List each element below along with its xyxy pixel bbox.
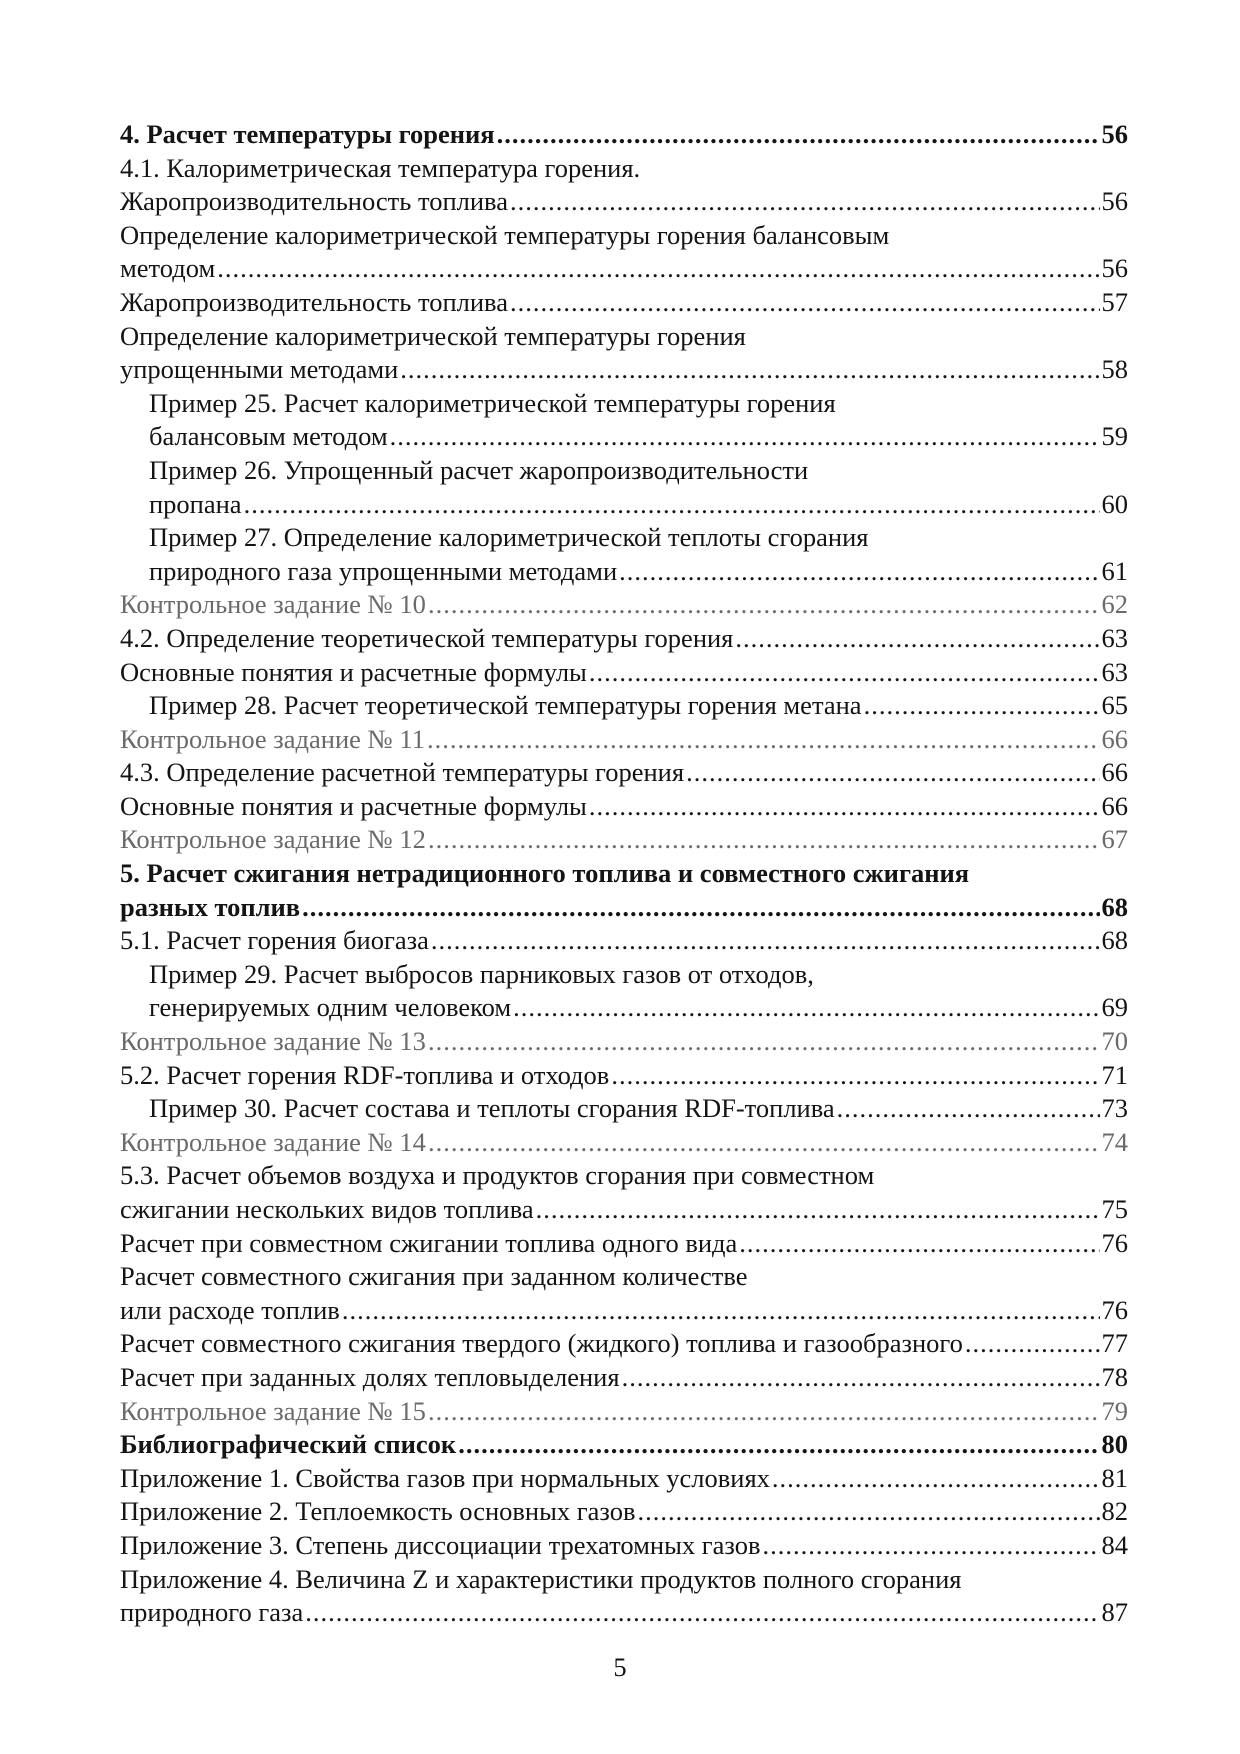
toc-entry-title: Пример 28. Расчет теоретической температуры горения метана <box>149 690 862 721</box>
toc-entry-page: 60 <box>1101 488 1128 519</box>
toc-entry <box>120 1395 1128 1429</box>
toc-entry-title: Библиографический список <box>120 1429 457 1460</box>
toc-entry <box>120 521 1128 555</box>
toc-entry <box>120 1462 1128 1496</box>
dot-leader <box>513 991 1099 1025</box>
toc-entry-title: Пример 29. Расчет выбросов парниковых газов от отходов, <box>149 958 814 989</box>
dot-leader <box>622 1361 1100 1395</box>
toc-entry-title: Контрольное задание № 10 <box>120 589 426 620</box>
toc-entry <box>120 353 1128 387</box>
toc-entry-title: Определение калориметрической температуры горения <box>120 320 746 351</box>
toc-entry-title: методом <box>120 253 216 284</box>
toc-entry-title: упрощенными методами <box>120 354 399 385</box>
toc-entry <box>120 1529 1128 1563</box>
toc-entry-title: Пример 27. Определение калориметрической теплоты сгорания <box>149 522 869 553</box>
toc-entry-page: 70 <box>1101 1026 1128 1057</box>
toc-entry-title: Приложение 3. Степень диссоциации трехатомных газов <box>120 1529 761 1560</box>
dot-leader <box>735 622 1099 656</box>
toc-entry <box>120 1092 1128 1126</box>
dot-leader <box>762 1529 1099 1563</box>
dot-leader <box>427 723 1100 757</box>
toc-entry-title: Приложение 4. Величина Z и характеристики продуктов полного сгорания <box>120 1563 962 1594</box>
toc-entry-title: 5. Расчет сжигания нетрадиционного топлива и совместного сжигания <box>120 858 970 889</box>
dot-leader <box>837 1092 1100 1126</box>
toc-entry <box>120 1563 1128 1597</box>
toc-entry <box>120 118 1128 152</box>
dot-leader <box>428 823 1100 857</box>
toc-entry-title: Пример 30. Расчет состава и теплоты сгорания RDF-топлива <box>149 1093 835 1124</box>
toc-entry-title: 5.3. Расчет объемов воздуха и продуктов сгорания при совместном <box>120 1160 875 1191</box>
dot-leader <box>510 185 1100 219</box>
toc-entry-title: 4.2. Определение теоретической температуры горения <box>120 622 734 653</box>
toc-entry <box>120 991 1128 1025</box>
dot-leader <box>390 420 1100 454</box>
toc-entry <box>120 588 1128 622</box>
toc-entry-title: природного газа <box>120 1597 304 1628</box>
dot-leader <box>428 588 1100 622</box>
toc-entry-page: 81 <box>1101 1462 1128 1493</box>
toc-entry <box>120 152 1128 186</box>
dot-leader <box>686 756 1099 790</box>
dot-leader <box>458 1428 1099 1462</box>
toc-entry <box>120 656 1128 690</box>
toc-entry-title: Расчет при заданных долях тепловыделения <box>120 1361 620 1392</box>
toc-entry-title: Жаропроизводительность топлива <box>120 186 508 217</box>
dot-leader <box>739 1227 1099 1261</box>
dot-leader <box>536 1193 1100 1227</box>
toc-entry-title: 5.2. Расчет горения RDF-топлива и отходов <box>120 1059 610 1090</box>
toc-entry-title: Жаропроизводительность топлива <box>120 286 508 317</box>
toc-entry <box>120 420 1128 454</box>
toc-entry-page: 57 <box>1101 286 1128 317</box>
toc-entry-page: 66 <box>1101 790 1128 821</box>
toc-entry-page: 66 <box>1101 757 1128 788</box>
dot-leader <box>302 891 1099 925</box>
toc-entry <box>120 252 1128 286</box>
toc-entry-title: Контрольное задание № 14 <box>120 1126 426 1157</box>
toc-entry-title: 4. Расчет температуры горения <box>120 119 495 149</box>
dot-leader <box>217 252 1099 286</box>
toc-entry-page: 87 <box>1101 1597 1128 1628</box>
toc-entry-title: сжигании нескольких видов топлива <box>120 1194 534 1224</box>
toc-entry <box>120 185 1128 219</box>
toc-entry-page: 75 <box>1101 1194 1128 1224</box>
dot-leader <box>431 924 1100 958</box>
toc-entry-title: Пример 26. Упрощенный расчет жаропроизводительности <box>149 454 809 485</box>
toc-entry-page: 62 <box>1101 589 1128 620</box>
dot-leader <box>497 118 1100 152</box>
toc-entry-page: 59 <box>1101 421 1128 452</box>
toc-entry-title: 4.3. Определение расчетной температуры горения <box>120 757 685 788</box>
toc-entry <box>120 1260 1128 1294</box>
toc-entry-page: 61 <box>1101 555 1128 586</box>
toc-entry <box>120 1294 1128 1328</box>
toc-entry-title: Расчет совместного сжигания твердого (жидкого) топлива и газообразного <box>120 1328 963 1359</box>
toc-entry-page: 78 <box>1101 1361 1128 1392</box>
toc-entry <box>120 1428 1128 1462</box>
toc-entry-title: Определение калориметрической температуры горения балансовым <box>120 219 890 250</box>
toc-entry <box>120 1227 1128 1261</box>
table-of-contents <box>120 118 1128 1630</box>
toc-entry <box>120 1126 1128 1160</box>
toc-entry-title: 5.1. Расчет горения биогаза <box>120 925 429 956</box>
toc-entry-title: Контрольное задание № 13 <box>120 1026 426 1057</box>
toc-entry <box>120 756 1128 790</box>
dot-leader <box>428 1126 1100 1160</box>
toc-entry-page: 73 <box>1101 1093 1128 1124</box>
toc-entry <box>120 454 1128 488</box>
toc-entry-page: 82 <box>1101 1496 1128 1527</box>
toc-entry-title: Контрольное задание № 12 <box>120 824 426 855</box>
toc-entry-title: балансовым методом <box>149 421 388 452</box>
toc-entry <box>120 1025 1128 1059</box>
dot-leader <box>611 1059 1099 1093</box>
dot-leader <box>428 1395 1100 1429</box>
toc-entry-page: 76 <box>1101 1227 1128 1258</box>
toc-entry-page: 56 <box>1101 186 1128 217</box>
toc-entry-title: Основные понятия и расчетные формулы <box>120 656 587 687</box>
dot-leader <box>772 1462 1100 1496</box>
dot-leader <box>305 1596 1099 1630</box>
toc-entry-title: Основные понятия и расчетные формулы <box>120 790 587 821</box>
toc-entry <box>120 320 1128 354</box>
toc-entry-page: 63 <box>1101 622 1128 653</box>
toc-entry <box>120 622 1128 656</box>
toc-entry <box>120 555 1128 589</box>
toc-entry <box>120 219 1128 253</box>
toc-entry-page: 68 <box>1101 925 1128 956</box>
dot-leader <box>589 656 1100 690</box>
toc-entry <box>120 1495 1128 1529</box>
toc-entry <box>120 387 1128 421</box>
toc-entry-page: 68 <box>1101 891 1128 922</box>
toc-entry <box>120 823 1128 857</box>
toc-entry-title: или расходе топлив <box>120 1294 340 1325</box>
toc-entry <box>120 891 1128 925</box>
toc-entry <box>120 924 1128 958</box>
dot-leader <box>864 689 1100 723</box>
toc-entry-title: пропана <box>149 488 242 519</box>
toc-entry <box>120 1361 1128 1395</box>
toc-entry-page: 66 <box>1101 723 1128 754</box>
toc-entry-title: Контрольное задание № 11 <box>120 723 425 754</box>
toc-entry-title: Контрольное задание № 15 <box>120 1395 426 1426</box>
dot-leader <box>400 353 1099 387</box>
dot-leader <box>637 1495 1099 1529</box>
toc-entry-page: 76 <box>1101 1294 1128 1325</box>
toc-entry-page: 79 <box>1101 1395 1128 1426</box>
toc-entry <box>120 488 1128 522</box>
toc-entry-page: 77 <box>1101 1328 1128 1359</box>
dot-leader <box>619 555 1099 589</box>
toc-entry-title: Приложение 2. Теплоемкость основных газов <box>120 1496 636 1527</box>
dot-leader <box>589 790 1100 824</box>
toc-entry-page: 58 <box>1101 354 1128 385</box>
toc-entry-page: 65 <box>1101 690 1128 721</box>
toc-entry-page: 71 <box>1101 1059 1128 1090</box>
dot-leader <box>342 1294 1100 1328</box>
toc-entry-page: 80 <box>1101 1429 1128 1460</box>
toc-entry <box>120 857 1128 891</box>
toc-entry-page: 56 <box>1101 119 1128 149</box>
dot-leader <box>244 488 1100 522</box>
toc-entry-page: 74 <box>1101 1126 1128 1157</box>
toc-entry <box>120 1596 1128 1630</box>
toc-entry <box>120 1327 1128 1361</box>
toc-entry-page: 84 <box>1101 1529 1128 1560</box>
toc-entry <box>120 689 1128 723</box>
toc-entry <box>120 1159 1128 1193</box>
toc-entry-title: Расчет при совместном сжигании топлива одного вида <box>120 1227 738 1258</box>
toc-entry-title: природного газа упрощенными методами <box>149 555 618 586</box>
toc-entry <box>120 286 1128 320</box>
toc-entry <box>120 958 1128 992</box>
dot-leader <box>965 1327 1100 1361</box>
toc-entry-title: генерируемых одним человеком <box>149 992 512 1023</box>
dot-leader <box>428 1025 1100 1059</box>
toc-entry-page: 67 <box>1101 824 1128 855</box>
toc-entry <box>120 790 1128 824</box>
page-number: 5 <box>613 1652 627 1682</box>
toc-entry-title: разных топлив <box>120 891 301 922</box>
toc-entry-title: 4.1. Калориметрическая температура горения. <box>120 152 641 183</box>
toc-entry-title: Приложение 1. Свойства газов при нормальных условиях <box>120 1462 770 1493</box>
toc-entry-title: Пример 25. Расчет калориметрической температуры горения <box>149 387 836 418</box>
toc-entry-title: Расчет совместного сжигания при заданном количестве <box>120 1261 748 1292</box>
toc-entry <box>120 723 1128 757</box>
toc-entry-page: 63 <box>1101 656 1128 687</box>
toc-entry-page: 56 <box>1101 253 1128 284</box>
toc-entry <box>120 1059 1128 1093</box>
toc-entry-page: 69 <box>1101 992 1128 1023</box>
dot-leader <box>510 286 1100 320</box>
toc-entry <box>120 1193 1128 1227</box>
